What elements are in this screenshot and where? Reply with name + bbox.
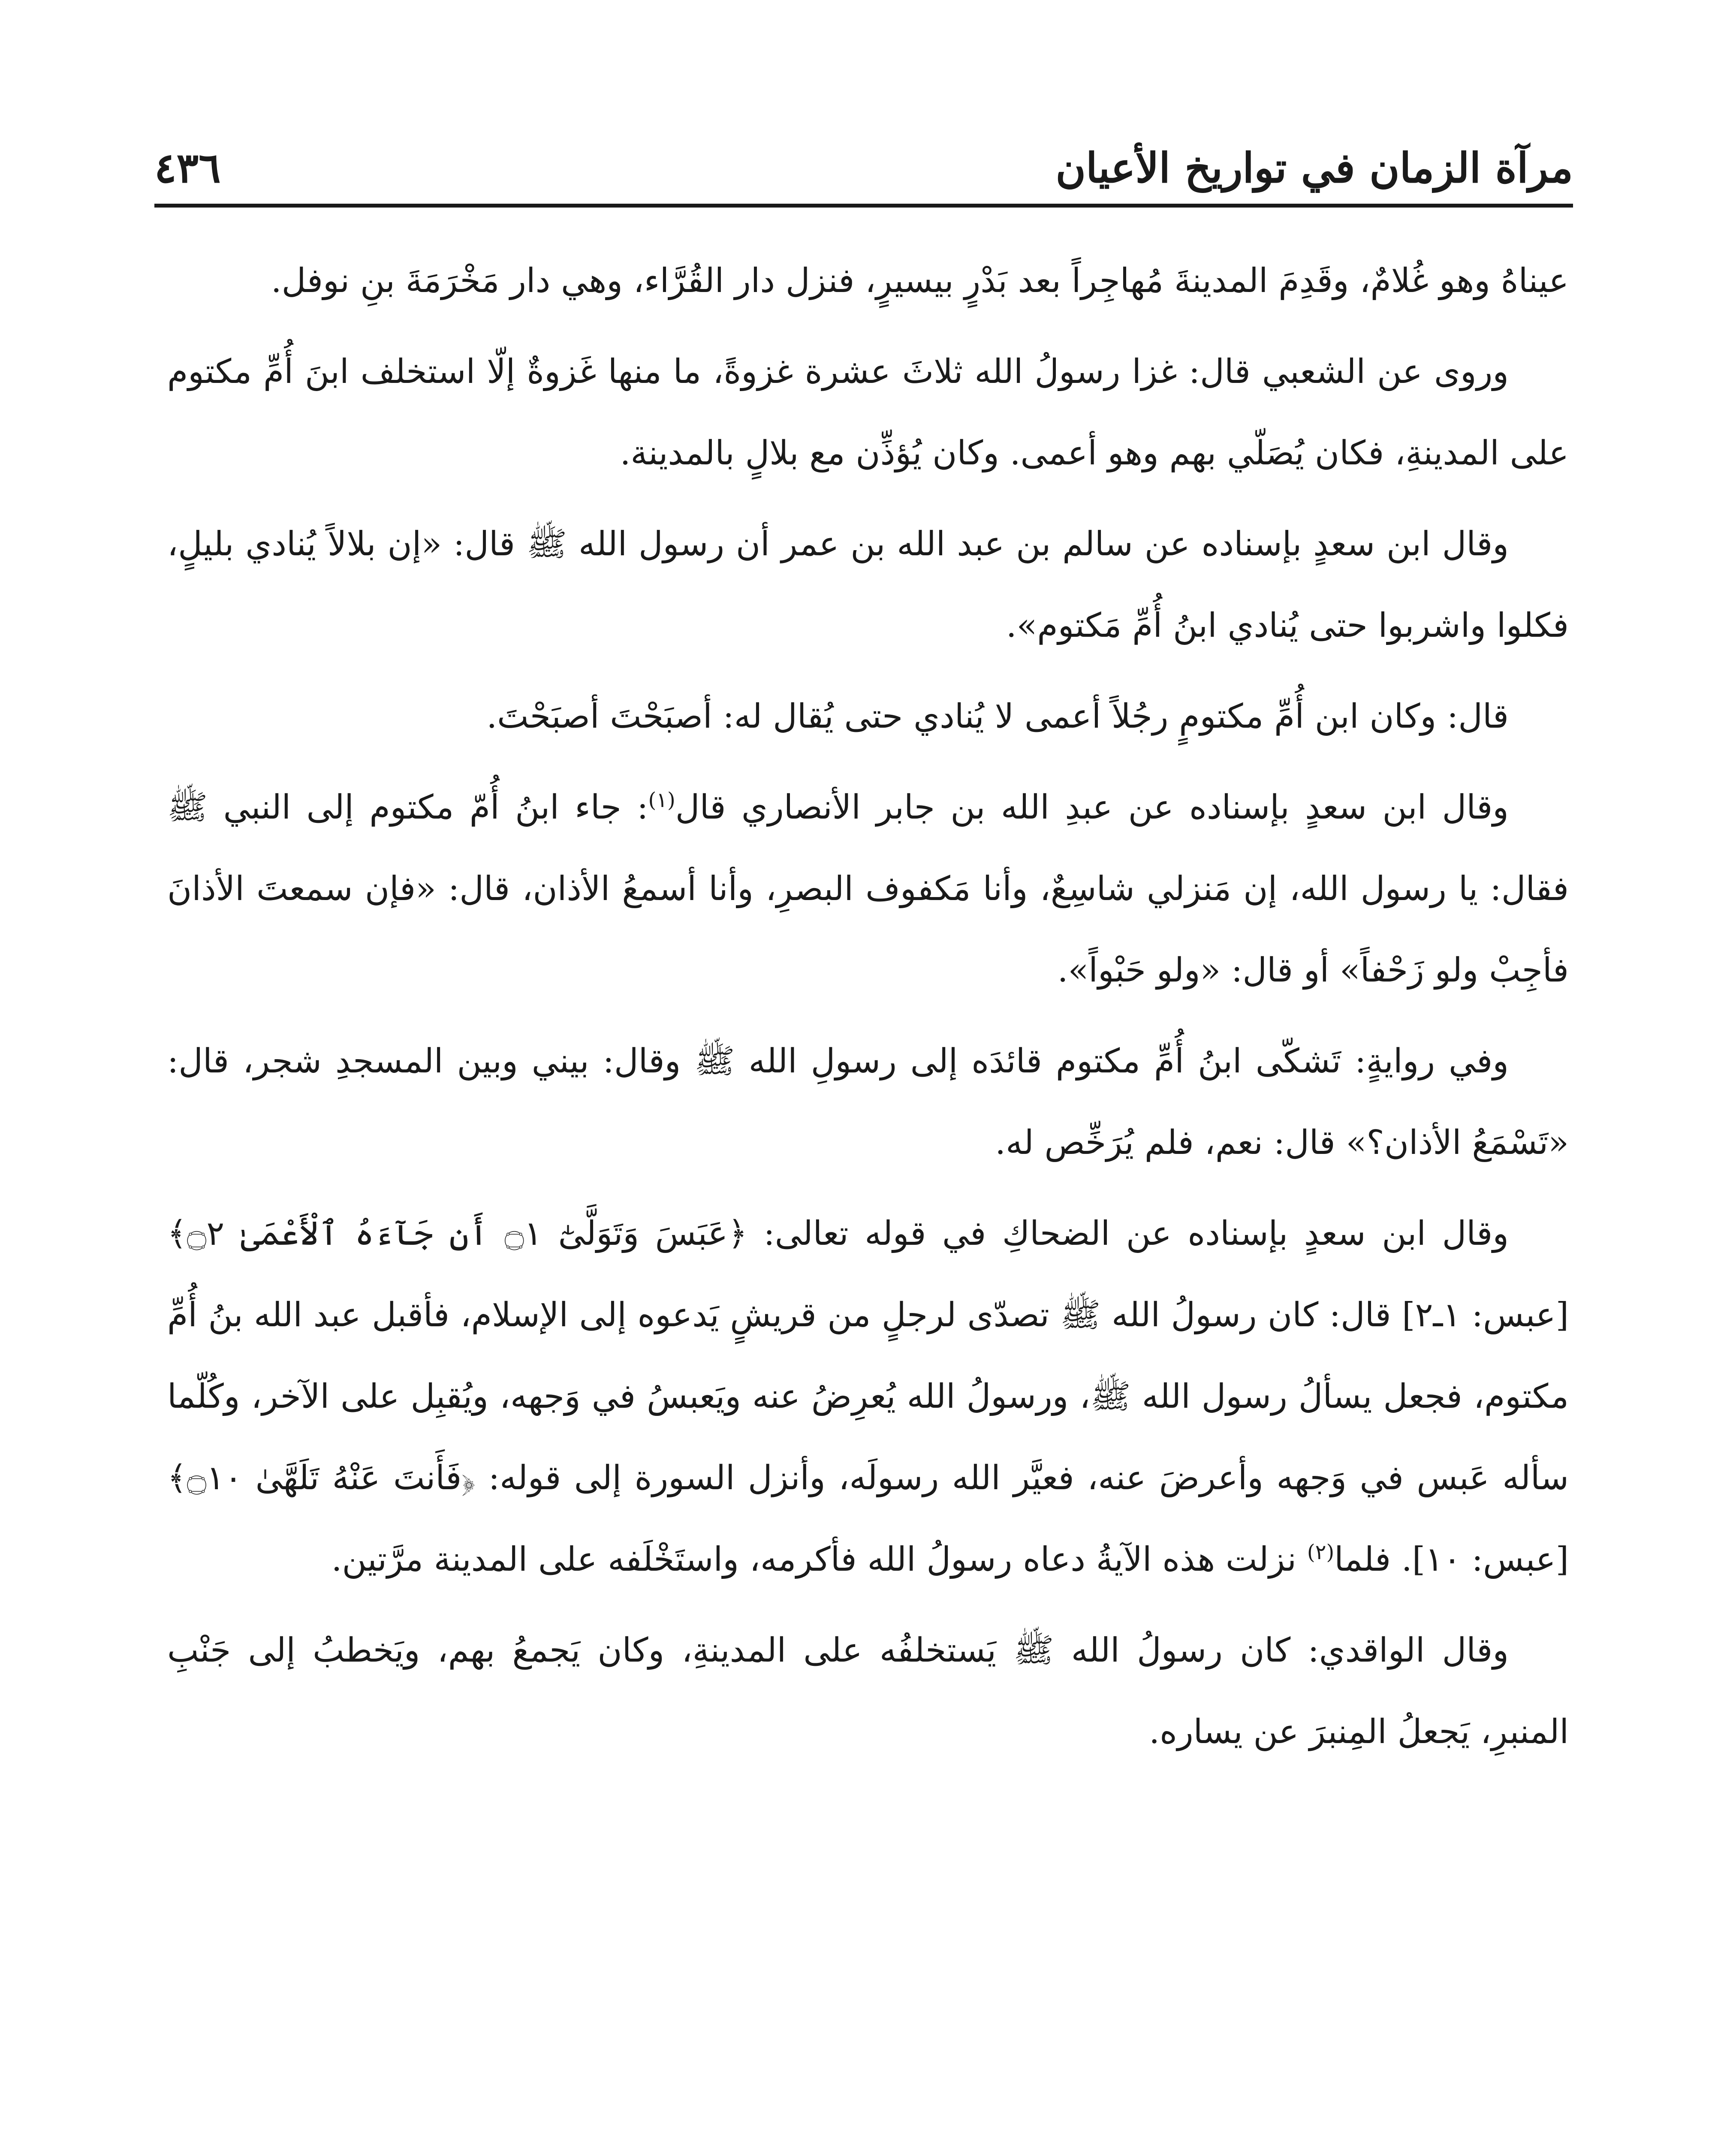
paragraph: وفي روايةٍ: تَشكّى ابنُ أُمِّ مكتوم قائدَه إلى رسولِ الله ﷺ وقال: بيني وبين المسجدِ شجر، قال: «تَسْمَعُ الأذان؟» قال: نعم، فلم يُرَخِّص له. bbox=[167, 1042, 1569, 1162]
footnote-reference: (١) bbox=[648, 788, 675, 812]
paragraph: وقال ابن سعدٍ بإسناده عن عبدِ الله بن جابر الأنصاري قال$^{(١)}$: جاء ابنُ أُمّ مكتوم إلى النبي ﷺ فقال: يا رسول الله، إن مَنزلي شاسِعٌ، وأنا مَكفوف البصرِ، وأنا أسمعُ الأذان، قال: «فإن سمعتَ الأذانَ فأجِبْ ولو زَحْفاً» أو قال: «ولو حَبْواً». bbox=[167, 788, 1569, 990]
header-rule bbox=[154, 204, 1573, 208]
page-header bbox=[154, 129, 1573, 202]
footnote-reference: (٢) bbox=[1307, 1540, 1335, 1564]
running-title: مرآة الزمان في تواريخ الأعيان bbox=[1055, 144, 1573, 192]
paragraph: وقال الواقدي: كان رسولُ الله ﷺ يَستخلفُه على المدينةِ، وكان يَجمعُ بهم، ويَخطبُ إلى جَنْبِ المنبرِ، يَجعلُ المِنبرَ عن يساره. bbox=[167, 1631, 1569, 1751]
paragraph: وقال ابن سعدٍ بإسناده عن سالم بن عبد الله بن عمر أن رسول الله ﷺ قال: «إن بلالاً يُنادي بليلٍ، فكلوا واشربوا حتى يُنادي ابنُ أُمِّ مَكتوم». bbox=[167, 525, 1569, 645]
paragraph: وقال ابن سعدٍ بإسناده عن الضحاكِ في قوله تعالى: ﴿عَبَسَ وَتَوَلَّىٰٓ ۝١ أَن جَآءَهُ ٱلْأَعْمَىٰ ۝٢﴾[عبس: ١ـ٢] قال: كان رسولُ الله ﷺ تصدّى لرجلٍ من قريشٍ يَدعوه إلى الإسلام، فأقبل عبد الله بنُ أُمِّ مكتوم، فجعل يسألُ رسول الله ﷺ، ورسولُ الله يُعرِضُ عنه ويَعبسُ في وَجهه، ويُقبِل على الآخر، وكُلّما سأله عَبس في وَجهه وأعرضَ عنه، فعيَّر الله رسولَه، وأنزل السورة إلى قوله: ﴿فَأَنتَ عَنْهُ تَلَهَّىٰ ۝١٠﴾[عبس: ١٠]. فلما$^{(٢)}$ نزلت هذه الآيةُ دعاه رسولُ الله فأكرمه، واستَخْلَفه على المدينة مرَّتين. bbox=[167, 1214, 1569, 1579]
page-number: ٤٣٦ bbox=[154, 144, 221, 192]
paragraph: عيناهُ وهو غُلامٌ، وقَدِمَ المدينةَ مُهاجِراً بعد بَدْرٍ بيسيرٍ، فنزل دار القُرَّاء، وهي دار مَخْرَمَةَ بنِ نوفل. bbox=[271, 262, 1569, 300]
paragraph: قال: وكان ابن أُمِّ مكتومٍ رجُلاً أعمى لا يُنادي حتى يُقال له: أصبَحْتَ أصبَحْتَ. bbox=[486, 697, 1509, 736]
paragraph: وروى عن الشعبي قال: غزا رسولُ الله ثلاثَ عشرة غزوةً، ما منها غَزوةٌ إلّا استخلف ابنَ أُمِّ مكتوم على المدينةِ، فكان يُصَلّي بهم وهو أعمى. وكان يُؤذِّن مع بلالٍ بالمدينة. bbox=[167, 352, 1569, 473]
main-text bbox=[167, 240, 1569, 1827]
